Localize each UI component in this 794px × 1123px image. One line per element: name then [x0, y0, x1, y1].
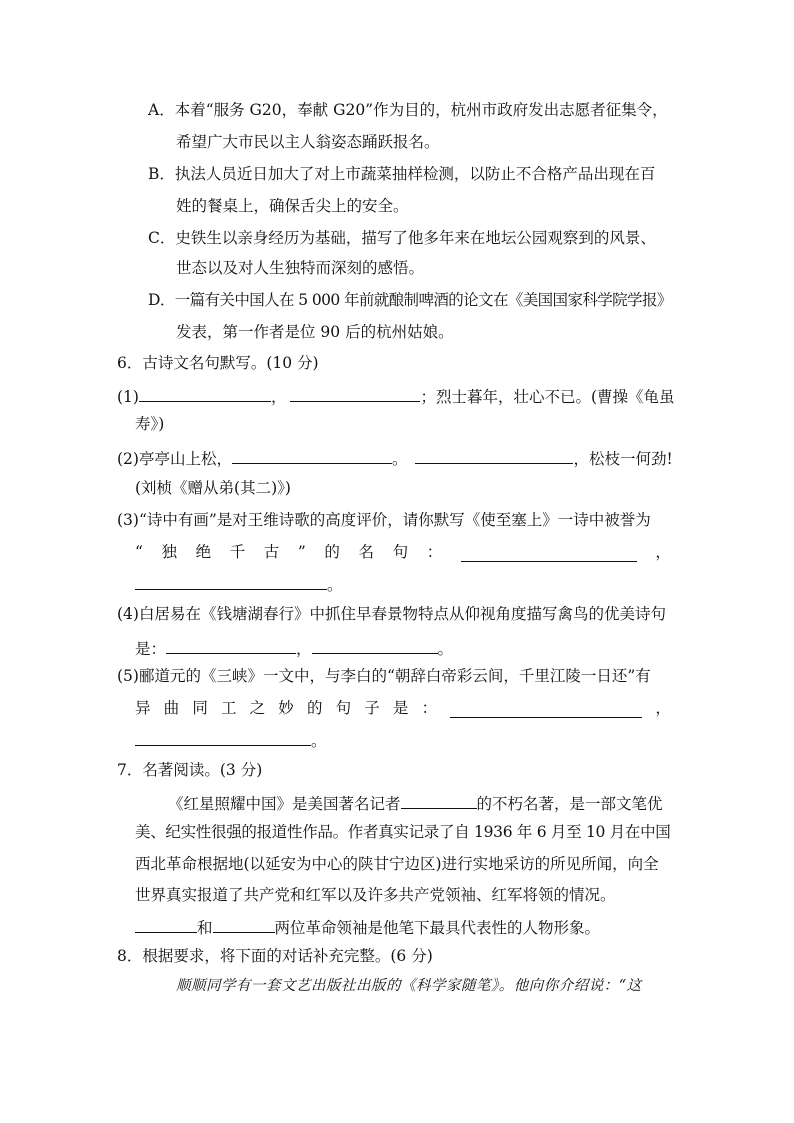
item-5-char: 句: [335, 699, 352, 717]
question-8-title: 8．根据要求，将下面的对话补充完整。(6 分): [117, 947, 433, 965]
question-7-para-line4: 世界真实报道了共产党和红军以及许多共产党领袖、红军将领的情况。: [135, 886, 616, 904]
option-b-line2: 姓的餐桌上，确保舌尖上的安全。: [176, 197, 409, 215]
item-4-line1: (4)白居易在《钱塘湖春行》中抓住早春景物特点从仰视角度描写禽鸟的优美诗句: [117, 605, 666, 623]
para-line5-mid: 和: [197, 919, 213, 937]
answer-blank[interactable]: [415, 446, 573, 464]
item-3-char: 独: [161, 543, 178, 561]
option-d-line1: D．一篇有关中国人在 5 000 年前就酿制啤酒的论文在《美国国家科学院学报》: [148, 291, 672, 309]
item-5-char: 之: [249, 699, 266, 717]
answer-blank[interactable]: [461, 544, 637, 562]
answer-blank[interactable]: [290, 384, 420, 402]
item-5-char: 同: [192, 699, 208, 717]
item-5-end: 。: [311, 732, 327, 750]
item-3-line2: [135, 542, 671, 562]
item-4-line2: [135, 636, 453, 659]
item-4-end: 。: [437, 640, 454, 658]
answer-blank[interactable]: [139, 384, 271, 402]
question-7-para-line3: 西北革命根据地(以延安为中心的陕甘宁边区)进行实地采访的所见所闻，向全: [135, 855, 659, 873]
item-1-separator: ，: [270, 388, 287, 406]
item-2-tail: ，松枝一何劲!: [573, 450, 673, 468]
para-line1-tail: 的不朽名著，是一部文笔优: [476, 795, 663, 813]
item-2-head: (2)亭亭山上松，: [117, 450, 232, 468]
question-8-para-line1: 顺顺同学有一套文艺出版社出版的《科学家随笔》。他向你介绍说：“这: [176, 978, 642, 994]
answer-blank[interactable]: [135, 572, 327, 590]
answer-blank[interactable]: [232, 446, 392, 464]
item-5-char: 是: [392, 699, 409, 717]
option-a-line2: 希望广大市民以主人翁姿态踊跃报名。: [176, 133, 440, 151]
item-3-char: 千: [229, 543, 246, 561]
option-c-line2: 世态以及对人生独特而深刻的感悟。: [176, 259, 425, 277]
option-d-line2: 发表，第一作者是位 90 后的杭州姑娘。: [176, 323, 454, 341]
item-3-comma: ，: [655, 543, 671, 561]
para-line1-head: 《红星照耀中国》是美国著名记者: [168, 795, 401, 813]
item-5-char: 子: [364, 699, 380, 717]
item-2-line2: (刘桢《赠从弟(其二)》): [135, 479, 291, 497]
item-5-line3: [135, 728, 327, 751]
answer-blank[interactable]: [166, 636, 296, 654]
answer-blank[interactable]: [450, 700, 642, 718]
item-3-line3: [135, 572, 343, 595]
item-5-char: 异: [135, 699, 151, 717]
item-1-number: (1): [117, 388, 139, 406]
question-7-para-line2: 美、纪实性很强的报道性作品。作者真实记录了自 1936 年 6 月至 10 月在中国: [135, 823, 671, 841]
item-5-comma: ，: [655, 699, 671, 717]
item-3-line1: (3)“诗中有画”是对王维诗歌的高度评价，请你默写《使至塞上》一诗中被誉为: [117, 511, 651, 529]
option-b-line1: B．执法人员近日加大了对上市蔬菜抽样检测，以防止不合格产品出现在百: [148, 165, 656, 183]
item-3-char: 名: [358, 543, 375, 561]
item-5-char: 曲: [163, 699, 180, 717]
item-4-head: 是：: [135, 640, 167, 658]
item-3-char: 句: [392, 543, 409, 561]
item-3-char: ”: [297, 543, 306, 561]
item-1-line2: 寿》): [135, 415, 165, 433]
question-6-title: 6．古诗文名句默写。(10 分): [117, 354, 319, 372]
answer-blank[interactable]: [213, 915, 275, 933]
question-7-para-line1: [168, 791, 663, 814]
item-5-line2: [135, 698, 671, 718]
question-7-title: 7．名著阅读。(3 分): [117, 761, 263, 779]
option-a-line1: A．本着“服务 G20，奉献 G20”作为目的，杭州市政府发出志愿者征集令，: [148, 101, 668, 119]
item-5-char: 的: [306, 699, 323, 717]
question-7-para-line5: [135, 915, 600, 938]
answer-blank[interactable]: [401, 791, 477, 809]
item-5-char: ：: [421, 699, 438, 717]
answer-blank[interactable]: [135, 728, 311, 746]
option-c-line1: C．史铁生以亲身经历为基础，描写了他多年来在地坛公园观察到的风景、: [148, 229, 656, 247]
item-2-line1: [117, 446, 673, 469]
para-line5-tail: 两位革命领袖是他笔下最具代表性的人物形象。: [274, 919, 601, 937]
item-4-separator: ，: [296, 640, 312, 658]
item-1-tail: ；烈士暮年，壮心不已。(曹操《龟虽: [420, 388, 675, 406]
item-1-line1: [117, 384, 675, 407]
item-5-line1: (5)郦道元的《三峡》一文中，与李白的“朝辞白帝彩云间，千里江陵一日还”有: [117, 667, 651, 685]
item-3-char: 古: [263, 543, 280, 561]
answer-blank[interactable]: [135, 915, 197, 933]
item-2-mid: 。: [391, 450, 408, 468]
item-3-char: “: [135, 543, 143, 561]
item-5-char: 妙: [278, 699, 294, 717]
item-3-char: ：: [426, 543, 443, 561]
item-3-char: 的: [324, 543, 340, 561]
item-3-end: 。: [327, 576, 343, 594]
item-5-char: 工: [220, 699, 237, 717]
answer-blank[interactable]: [312, 636, 438, 654]
item-3-char: 绝: [195, 543, 212, 561]
